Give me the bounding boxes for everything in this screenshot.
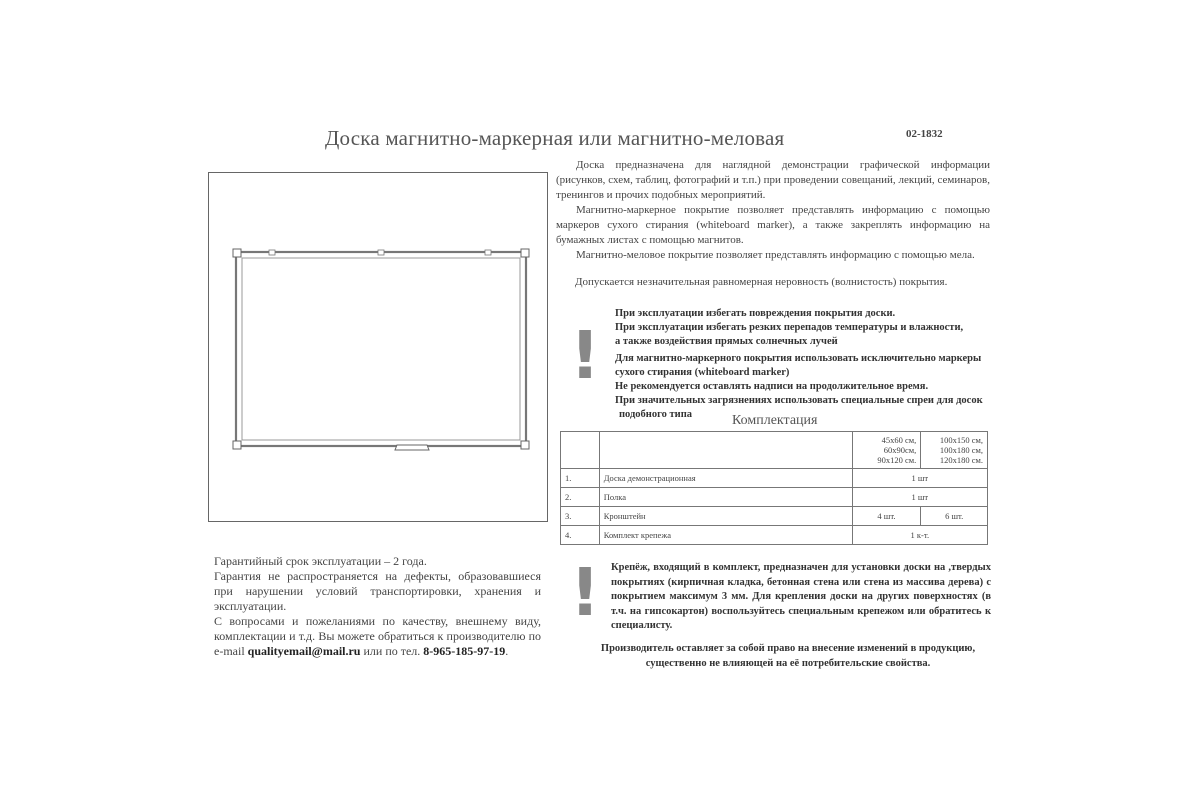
size-label: 90х120 см. [877,455,917,465]
table-row [561,469,988,488]
row-name: Комплект крепежа [599,526,852,545]
row-number: 3. [561,507,600,526]
exclamation-icon: ! [570,554,601,631]
warning-line: При эксплуатации избегать повреждения покрытия доски. [615,308,896,319]
size-label: 100х150 см, [939,435,983,445]
row-name: Полка [599,488,852,507]
contact-email: qualityemail@mail.ru [247,644,361,658]
warning-line: сухого стирания (whiteboard marker) [615,367,790,378]
description-marker-coating: Магнитно-маркерное покрытие позволяет представлять информацию с помощью маркеров сухого стирания (whiteboard marker), а также закреплять информацию на бумажных листах с помощью магнитов. [556,204,990,246]
product-code: 02-1832 [906,128,943,140]
warning-block-usage [615,307,1005,349]
table-row [561,488,988,507]
table-cell [599,432,852,469]
guarantee-section [214,554,541,659]
warning-block-markers [615,352,1005,422]
kit-table [560,431,988,545]
row-number: 4. [561,526,600,545]
row-number: 1. [561,469,600,488]
table-row [561,507,988,526]
size-label: 45х60 см, [881,435,917,445]
size-label: 100х180 см, [939,445,983,455]
size-label: 60х90см, [883,445,917,455]
row-quantity: 1 шт [852,469,987,488]
whiteboard-drawing [209,173,547,521]
mounting-note: Крепёж, входящий в комплект, предназначен для установки доски на ,твердых покрытиях (кирпичная кладка, бетонная стена или стена из массива дерева) с покрытием максимум 3 мм. Для крепления доски на других поверхностях (в т.ч. на гипсокартон) воспользуйтесь специальным крепежом или обратитесь к специалисту. [611,562,991,631]
guarantee-exclusion: Гарантия не распространяется на дефекты, образовавшиеся при нарушении условий транспортировки, хранения и эксплуатации. [214,569,541,613]
description [556,158,990,263]
row-quantity: 1 шт [852,488,987,507]
size-group-b [921,432,988,469]
warning-line: При значительных загрязнениях использовать специальные спреи для досок [615,395,983,406]
table-cell [561,432,600,469]
warning-line: подобного типа [619,409,692,420]
row-name: Доска демонстрационная [599,469,852,488]
row-quantity-b: 6 шт. [921,507,988,526]
contact-end: . [505,644,509,658]
guarantee-term: Гарантийный срок эксплуатации – 2 года. [214,554,427,568]
row-number: 2. [561,488,600,507]
contact-phone: 8-965-185-97-19 [423,644,506,658]
warning-line: При эксплуатации избегать резких перепадов температуры и влажности, [615,322,964,333]
row-quantity: 1 к-т. [852,526,987,545]
exclamation-icon: ! [570,317,601,394]
row-quantity-a: 4 шт. [852,507,921,526]
size-group-a [852,432,921,469]
warning-line: Для магнитно-маркерного покрытия использовать исключительно маркеры [615,353,982,364]
whiteboard-illustration-frame [208,172,548,522]
guarantee-contact [214,614,541,659]
page-title: Доска магнитно-маркерная или магнитно-меловая [325,126,785,150]
warning-line: Не рекомендуется оставлять надписи на продолжительное время. [615,381,929,392]
warning-line: а также воздействия прямых солнечных лучей [615,336,838,347]
kit-title: Комплектация [732,413,818,428]
contact-text: С вопросами и пожеланиями по качеству, внешнему виду, комплектации и т.д. Вы можете обратиться к производителю по e-mail [214,614,541,658]
row-name: Кронштейн [599,507,852,526]
manufacturer-reserve-note: Производитель оставляет за собой право на внесение изменений в продукцию, существенно не влияющей на её потребительские свойства. [600,643,976,669]
description-purpose: Доска предназначена для наглядной демонстрации графической информации (рисунков, схем, таблиц, фотографий и т.п.) при проведении совещаний, лекций, семинаров, тренингов и прочих подобных мероприятий. [556,159,990,201]
size-label: 120х180 см. [939,455,983,465]
table-row [561,526,988,545]
contact-phone-prefix: или по тел. [360,644,424,658]
waviness-note: Допускается незначительная равномерная неровность (волнистость) покрытия. [575,276,948,288]
table-header-row [561,432,988,469]
description-chalk-coating: Магнитно-меловое покрытие позволяет представлять информацию с помощью мела. [576,249,975,261]
